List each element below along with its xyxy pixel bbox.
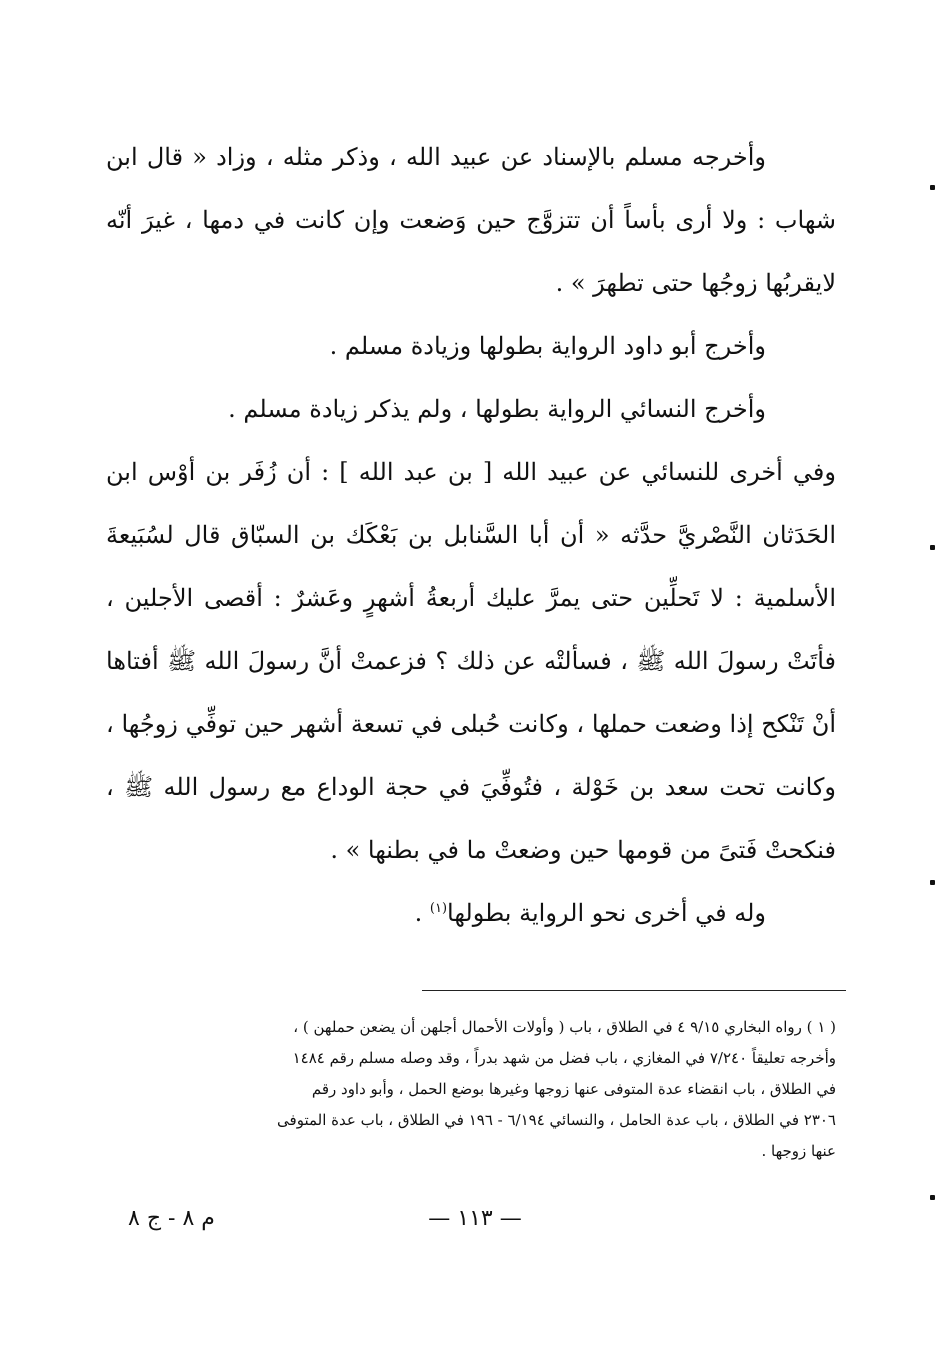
paragraph-final [106,882,836,945]
footnote-separator [422,990,846,991]
footnote-line: في الطلاق ، باب انقضاء عدة المتوفى عنها زوجها وغيرها بوضع الحمل ، وأبو داود رقم [311,1080,836,1098]
paragraph-final-period: . [414,899,430,927]
margin-mark-3 [930,880,935,885]
main-text-body [106,126,836,945]
paragraph-abu-dawud: وأخرج أبو داود الرواية بطولها وزيادة مسلم . [329,332,766,360]
paragraph-nasai-other: وفي أخرى للنسائي عن عبيد الله [ بن عبد الله ] : أن زُفَر بن أوْس ابن الحَدَثان النَّصْريَّ حدَّثه « أن أبا السَّنابل بن بَعْكَك بن السبّاق قال لسُبَيعةَ الأسلمية : لا تَحلِّين حتى يمرَّ عليك أربعةُ أشهرٍ وعَشرٌ : أقصى الأجلين ، فأتَتْ رسولَ الله ﷺ ، فسألتْه عن ذلك ؟ فزعمتْ أنَّ رسولَ الله ﷺ أفتاها أنْ تَنْكح إذا وضعت حملها ، وكانت حُبلى في تسعة أشهر حين توفِّي زوجُها ، وكانت تحت سعد بن خَوْلة ، فتُوفِّيَ في حجة الوداع مع رسول الله ﷺ ، فنكحتْ فَتىً من قومها حين وضعتْ ما في بطنها » . [106,458,836,864]
paragraph-muslim-addition: وأخرجه مسلم بالإسناد عن عبيد الله ، وذكر مثله ، وزاد « قال ابن شهاب : ولا أرى بأساً أن تتزوَّج حين وَضعت وإن كانت في دمها ، غيرَ أنّه لايقربُها زوجُها حتى تطهرَ » . [106,143,836,297]
margin-mark-1 [930,185,935,190]
margin-mark-4 [930,1195,935,1200]
footnote-line: ( ١ ) رواه البخاري ٩/١٥ ٤ في الطلاق ، باب ( وأولات الأحمال أجلهن أن يضعن حملهن ) ، [293,1018,836,1036]
paragraph-final-text: وله في أخرى نحو الرواية بطولها [447,899,766,927]
page-number: — ١١٣ — [428,1206,522,1231]
paragraph-nasai: وأخرج النسائي الرواية بطولها ، ولم يذكر زيادة مسلم . [228,395,766,423]
footnote-line: عنها زوجها . [761,1142,836,1160]
footnote-reference-marker: (١) [429,901,448,916]
footnote-line: ٢٣٠٦ في الطلاق ، باب عدة الحامل ، والنسائي ٦/١٩٤ - ١٩٦ في الطلاق ، باب عدة المتوفى [277,1111,836,1129]
printer-signature: م ٨ - ج ٨ [128,1206,215,1231]
footnotes-block [106,1012,836,1167]
footnote-line: وأخرجه تعليقاً ٧/٢٤٠ في المغازي ، باب فضل من شهد بدراً ، وقد وصله مسلم رقم ١٤٨٤ [292,1049,836,1067]
margin-mark-2 [930,545,935,550]
